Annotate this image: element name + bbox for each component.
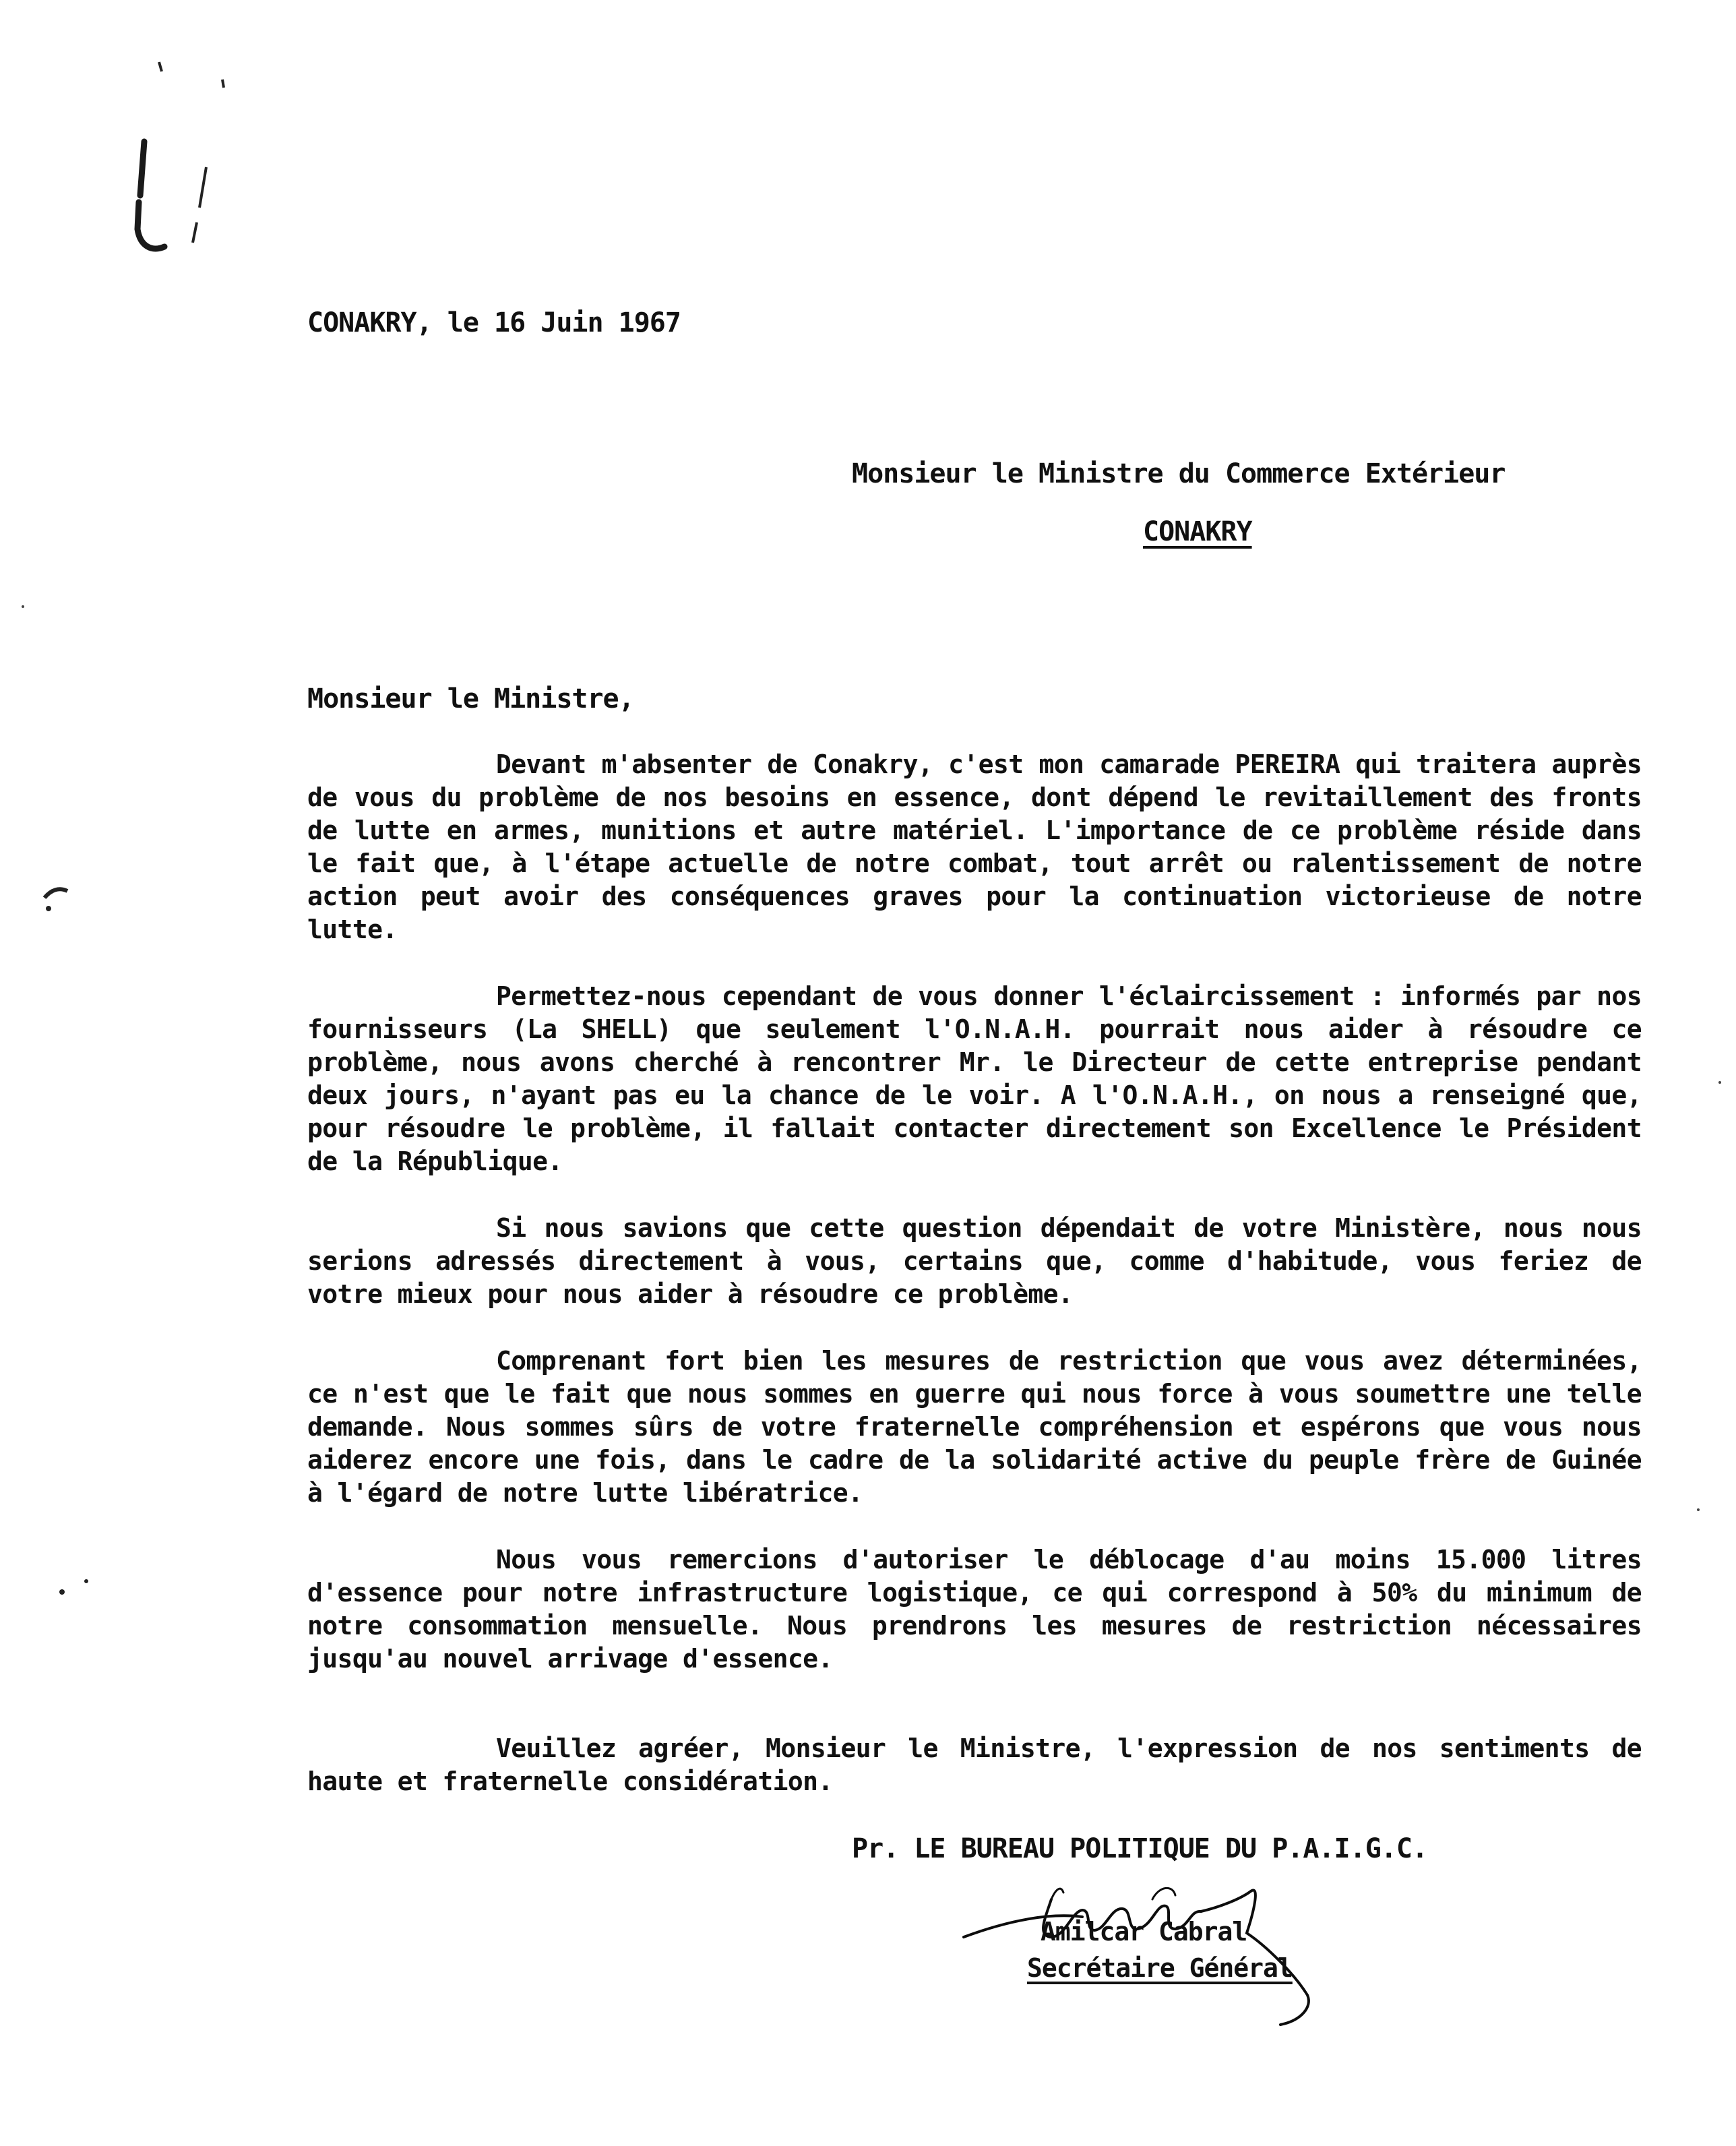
recipient-name: Monsieur le Ministre du Commerce Extérieur xyxy=(852,458,1506,489)
handwritten-signature xyxy=(950,1872,1368,2034)
margin-scribble xyxy=(137,142,164,249)
signature-area xyxy=(1011,1879,1661,2014)
speck-mark xyxy=(59,1589,65,1595)
body-paragraph: Devant m'absenter de Conakry, c'est mon camarade PEREIRA qui traitera auprès de vous du problème de nos besoins en essence, dont dépend le revitaillement des fronts de lutte en armes, munitions et autre matériel. L'importance de ce problème réside dans le fait que, à l'étape actuelle de notre combat, tout arrêt ou ralentissement de notre action peut avoir des conséquences graves pour la continuation victorieuse de notre lutte. xyxy=(307,749,1642,944)
speck-mark xyxy=(46,906,51,911)
speck-mark xyxy=(222,80,224,88)
speck-mark xyxy=(1697,1508,1700,1511)
margin-scribble xyxy=(193,167,206,243)
letter-body xyxy=(307,748,1642,1709)
speck-mark xyxy=(1718,1081,1721,1084)
speck-mark xyxy=(22,605,24,608)
speck-mark xyxy=(159,62,162,71)
body-paragraph: Permettez-nous cependant de vous donner l'éclaircissement : informés par nos fournisseurs (La SHELL) que seulement l'O.N.A.H. pourrait nous aider à résoudre ce problème, nous avons cherché à rencontrer Mr. le Directeur de cette entreprise pendant deux jours, n'ayant pas eu la chance de le voir. A l'O.N.A.H., on nous a renseigné que, pour résoudre le problème, il fallait contacter directement son Excellence le Président de la République. xyxy=(307,981,1642,1176)
body-paragraph: Si nous savions que cette question dépendait de votre Ministère, nous nous serions adressés directement à vous, certains que, comme d'habitude, vous feriez de votre mieux pour nous aider à résoudre ce problème. xyxy=(307,1213,1642,1309)
recipient-block xyxy=(852,458,1580,547)
recipient-city: CONAKRY xyxy=(1143,516,1252,547)
signatory-office: Pr. LE BUREAU POLITIQUE DU P.A.I.G.C. xyxy=(852,1833,1428,1864)
place-and-date: CONAKRY, le 16 Juin 1967 xyxy=(307,307,681,338)
signer-title: Secrétaire Général xyxy=(1027,1953,1293,1983)
speck-mark xyxy=(84,1579,88,1583)
body-paragraph: Comprenant fort bien les mesures de restriction que vous avez déterminées, ce n'est que le fait que nous sommes en guerre qui nous force à vous soumettre une telle demande. Nous sommes sûrs de votre fraternelle compréhension et espérons que vous nous aiderez encore une fois, dans le cadre de la solidarité active du peuple frère de Guinée à l'égard de notre lutte libératrice. xyxy=(307,1346,1642,1508)
speck-mark xyxy=(44,889,67,898)
signer-name: Amilcar Cabral xyxy=(1041,1917,1247,1946)
closing-formula xyxy=(307,1732,1642,1798)
signature-block xyxy=(852,1833,1661,2014)
closing-paragraph: Veuillez agréer, Monsieur le Ministre, l'expression de nos sentiments de haute et fraternelle considération. xyxy=(307,1734,1642,1796)
body-paragraph: Nous vous remercions d'autoriser le déblocage d'au moins 15.000 litres d'essence pour notre infrastructure logistique, ce qui correspond à 50% du minimum de notre consommation mensuelle. Nous prendrons les mesures de restriction nécessaires jusqu'au nouvel arrivage d'essence. xyxy=(307,1545,1642,1674)
salutation: Monsieur le Ministre, xyxy=(307,683,634,714)
